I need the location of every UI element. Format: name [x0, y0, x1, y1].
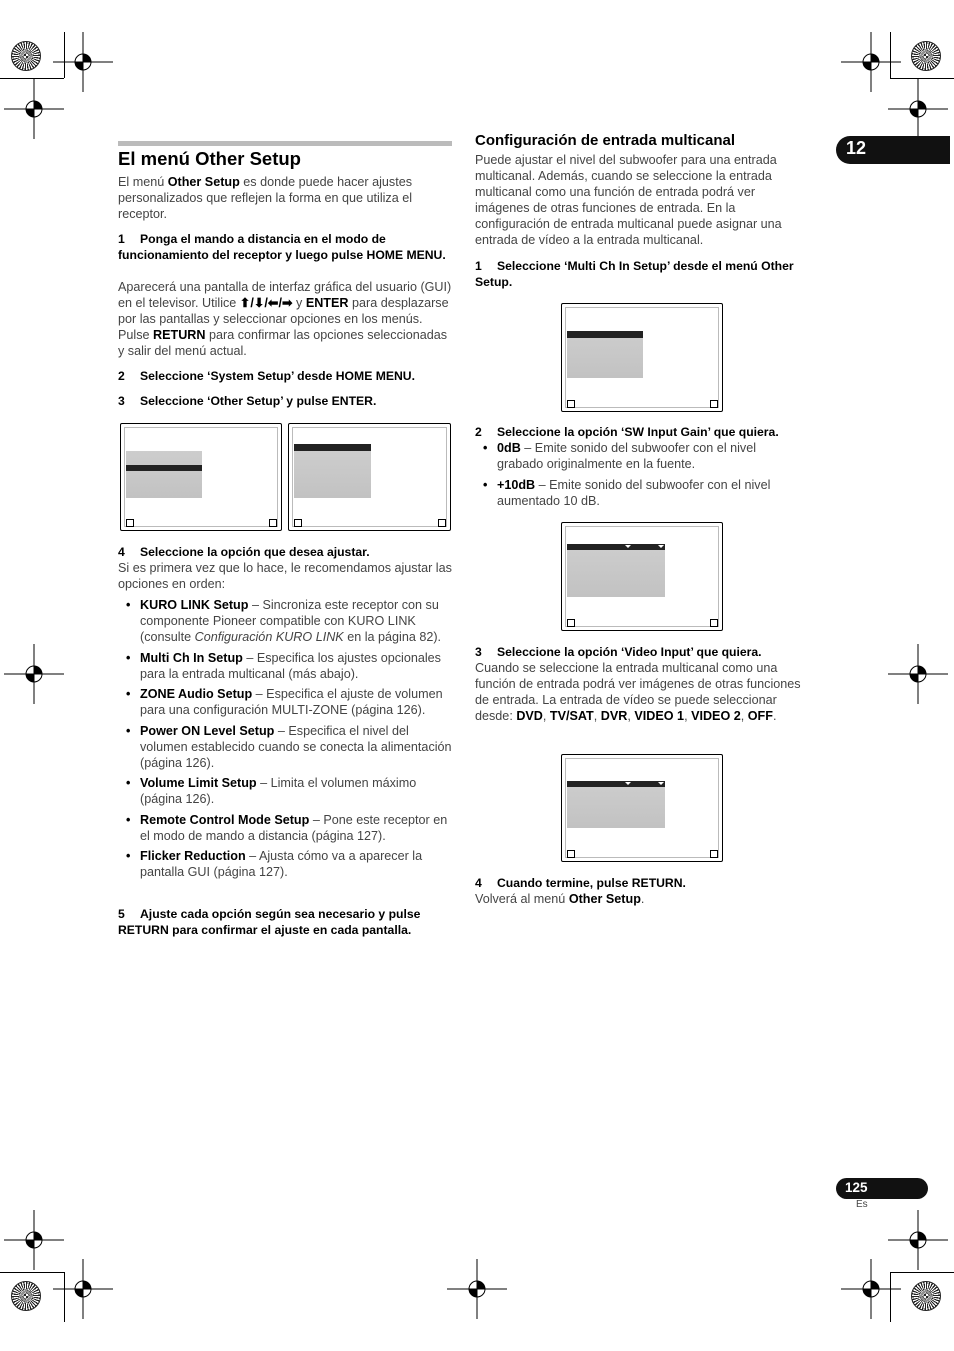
gui-screen-system-setup [120, 423, 282, 531]
selector-arrow-icon [658, 545, 664, 548]
selector-arrow-icon [658, 782, 664, 785]
options-list [118, 597, 454, 885]
exit-icon [438, 519, 446, 527]
step-4-body: Si es primera vez que lo hace, le recomendamos ajustar las opciones en orden: [118, 561, 452, 591]
selector-arrow-icon [625, 782, 631, 785]
option-power-on-level: • Power ON Level Setup – Especifica el nivel del volumen establecido cuando se conecta la alimentación (página 126). [118, 723, 454, 771]
step-5-left: 5 Ajuste cada opción según sea necesario y pulse RETURN para confirmar el ajuste en cada pantalla. [118, 907, 421, 937]
page-number: 125 [845, 1180, 868, 1195]
step-1-left: 1 Ponga el mando a distancia en el modo de funcionamiento del receptor y luego pulse HOME MENU. [118, 232, 446, 262]
option-volume-limit: • Volume Limit Setup – Limita el volumen máximo (página 126). [118, 775, 454, 807]
option-multi-ch-in: • Multi Ch In Setup – Especifica los ajustes opcionales para la entrada multicanal (más abajo). [118, 650, 454, 682]
subsection-title: Configuración de entrada multicanal [475, 132, 736, 149]
return-icon [567, 400, 575, 408]
section-title: El menú Other Setup [118, 148, 301, 169]
option-0db: • 0dB – Emite sonido del subwoofer con el nivel grabado originalmente en la fuente. [475, 440, 795, 472]
chapter-number: 12 [846, 138, 867, 158]
step-1-body: Aparecerá una pantalla de interfaz gráfica del usuario (GUI) en el televisor. Utilice ⬆/⬇/⬅/➡ y ENTER para desplazarse por las pantallas y seleccionar opciones en los menús. Pulse RETURN para confirmar las opciones seleccionadas y salir del menú actual. [118, 280, 452, 358]
step-4-right-body: Volverá al menú Other Setup. [475, 892, 645, 906]
gui-screen-multi-ch-in-setup [561, 303, 723, 412]
return-icon [567, 619, 575, 627]
step-2-left: 2 Seleccione ‘System Setup’ desde HOME MENU. [118, 369, 415, 383]
step-4-left: 4 Seleccione la opción que desea ajustar. [118, 545, 370, 559]
multichannel-intro: Puede ajustar el nivel del subwoofer para una entrada multicanal. Además, cuando se seleccione la entrada multicanal como una función de entrada podrá ver imágenes de otras funciones de entrada. En la configuración de entrada multicanal puede asignar una entrada de vídeo a la entrada multicanal. [475, 153, 782, 247]
exit-icon [710, 619, 718, 627]
return-icon [567, 850, 575, 858]
return-icon [126, 519, 134, 527]
intro-paragraph: El menú Other Setup es donde puede hacer ajustes personalizados que reflejen la forma en que utiliza el receptor. [118, 175, 413, 221]
step-3-right: 3 Seleccione la opción ‘Video Input’ que quiera. [475, 645, 762, 659]
option-kuro-link: • KURO LINK Setup – Sincroniza este receptor con su componente Pioneer compatible con KURO LINK (consulte Configuración KURO LINK en la página 82). [118, 597, 454, 645]
sw-gain-options [475, 440, 795, 513]
language-code: Es [856, 1199, 868, 1210]
exit-icon [269, 519, 277, 527]
option-zone-audio: • ZONE Audio Setup – Especifica el ajuste de volumen para una configuración MULTI-ZONE (página 126). [118, 686, 454, 718]
step-3-body: Cuando se seleccione la entrada multicanal como una función de entrada podrá ver imágenes de otras funciones de entrada. La entrada de vídeo se puede seleccionar desde: DVD, TV/SAT, DVR, VIDEO 1, VIDEO 2, OFF. [475, 661, 801, 723]
section-bar [118, 141, 452, 146]
exit-icon [710, 400, 718, 408]
option-flicker-reduction: • Flicker Reduction – Ajusta cómo va a aparecer la pantalla GUI (página 127). [118, 848, 454, 880]
gui-screen-other-setup [288, 423, 451, 531]
gui-screen-video-input [561, 754, 723, 862]
exit-icon [710, 850, 718, 858]
selector-arrow-icon [625, 545, 631, 548]
step-2-right: 2 Seleccione la opción ‘SW Input Gain’ que quiera. [475, 425, 779, 439]
option-plus-10db: • +10dB – Emite sonido del subwoofer con el nivel aumentado 10 dB. [475, 477, 795, 509]
gui-screen-sw-input-gain [561, 522, 723, 631]
step-1-right: 1 Seleccione ‘Multi Ch In Setup’ desde el menú Other Setup. [475, 259, 794, 289]
arrow-keys-icon: ⬆/⬇/⬅/➡ [239, 296, 293, 310]
return-icon [294, 519, 302, 527]
option-remote-control-mode: • Remote Control Mode Setup – Pone este receptor en el modo de mando a distancia (página 127). [118, 812, 454, 844]
step-4-right: 4 Cuando termine, pulse RETURN. [475, 876, 686, 890]
step-3-left: 3 Seleccione ‘Other Setup’ y pulse ENTER. [118, 394, 377, 408]
